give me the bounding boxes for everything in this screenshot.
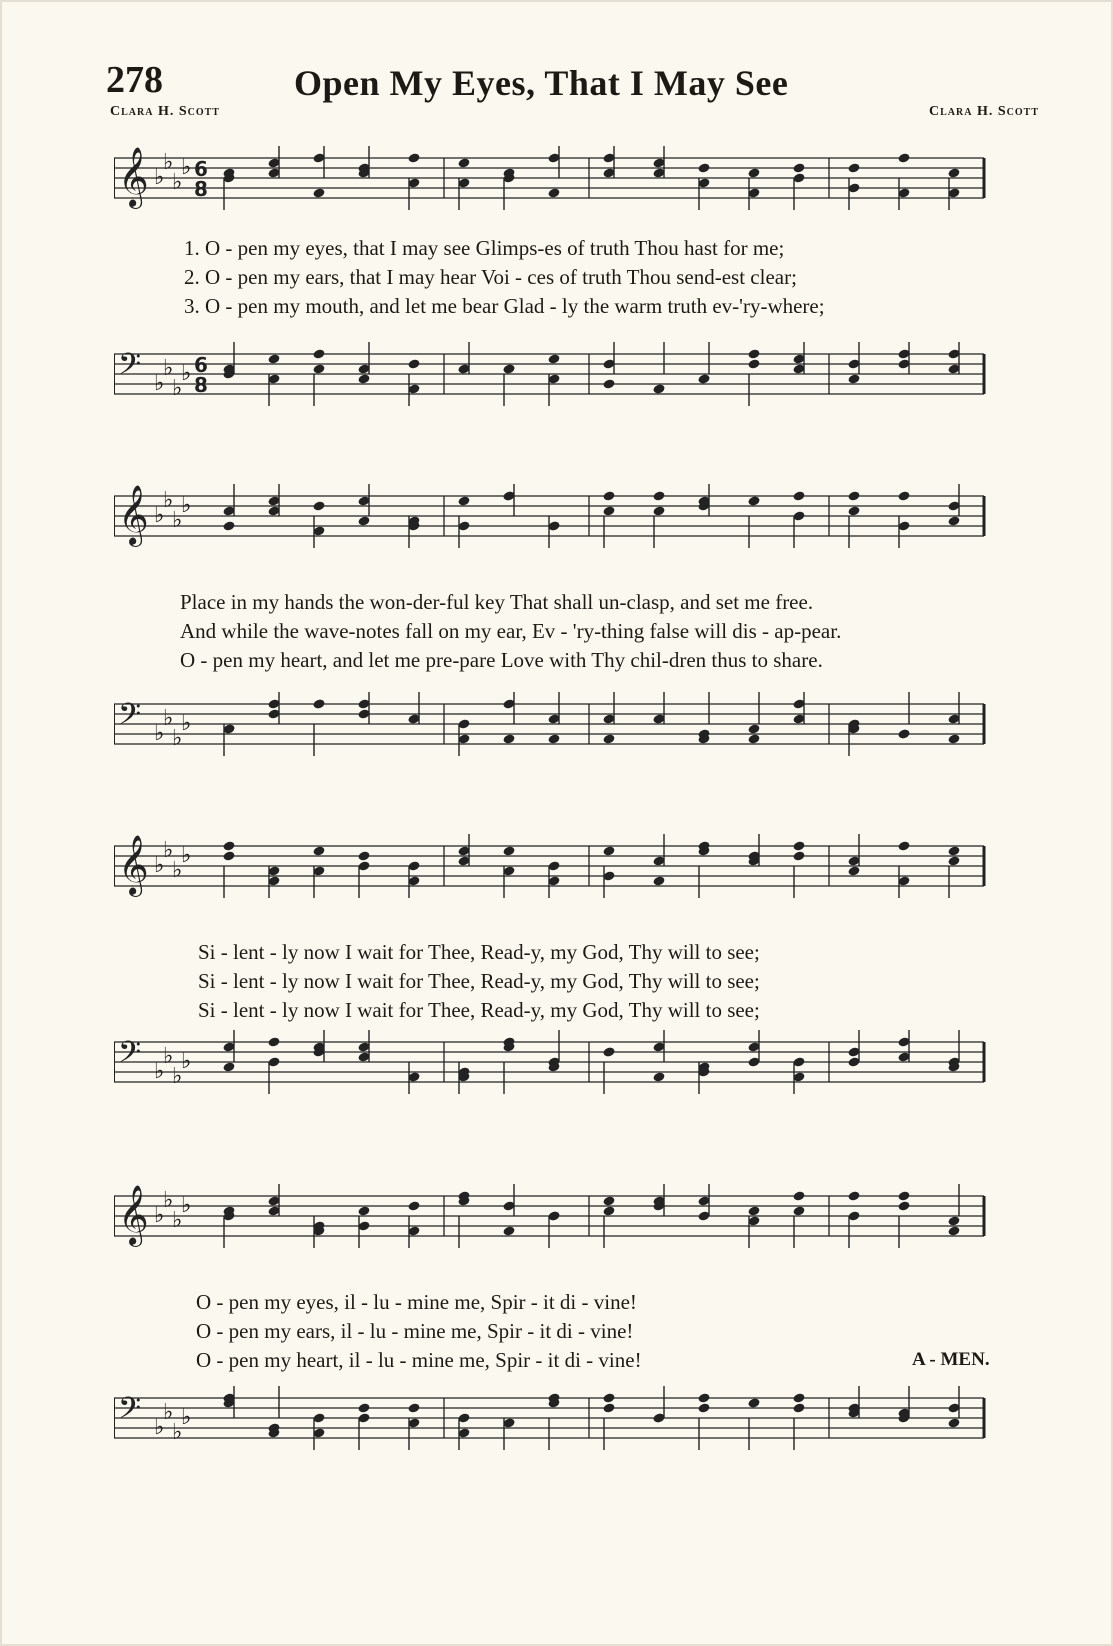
- note-head: [602, 1205, 615, 1216]
- music-system-2: [114, 468, 1034, 768]
- flat-sign-icon: ♭: [172, 1208, 183, 1233]
- note-head: [747, 733, 760, 744]
- lyrics-block-3: [114, 938, 1034, 1025]
- note-head: [457, 157, 470, 168]
- bass-staff: [114, 1014, 1034, 1124]
- flat-sign-icon: ♭: [172, 170, 183, 195]
- note-head: [792, 1190, 805, 1201]
- note-head: [502, 1225, 515, 1236]
- flat-sign-icon: ♭: [172, 1420, 183, 1445]
- note-head: [792, 490, 805, 501]
- note-head: [697, 162, 710, 173]
- note-head: [502, 733, 515, 744]
- lyric-verse-1: 1. O - pen my eyes, that I may see Glimps-es of truth Thou hast for me;: [184, 236, 785, 260]
- hymn-number: 278: [106, 59, 163, 101]
- note-head: [652, 1071, 665, 1082]
- note-head: [502, 845, 515, 856]
- flat-sign-icon: ♭: [172, 1064, 183, 1089]
- note-head: [747, 167, 760, 178]
- note-head: [947, 515, 960, 526]
- lyric-verse-3: O - pen my heart, and let me pre-pare Love with Thy chil-dren thus to share.: [180, 648, 823, 672]
- note-head: [897, 490, 910, 501]
- note-head: [847, 490, 860, 501]
- note-head: [602, 1046, 615, 1057]
- note-head: [222, 840, 235, 851]
- bass-clef-icon: 𝄢: [118, 698, 142, 739]
- treble-clef-icon: 𝄞: [118, 485, 149, 545]
- flat-sign-icon: ♭: [163, 1044, 174, 1069]
- note-head: [652, 490, 665, 501]
- note-head: [847, 865, 860, 876]
- note-head: [357, 850, 370, 861]
- note-head: [267, 353, 280, 364]
- amen-text: A - MEN.: [912, 1349, 990, 1370]
- lyric-verse-1: O - pen my eyes, il - lu - mine me, Spir - it di - vine!: [196, 1290, 637, 1314]
- note-head: [947, 845, 960, 856]
- time-signature-bottom: 8: [194, 373, 208, 397]
- note-head: [652, 383, 665, 394]
- flat-sign-icon: ♭: [154, 165, 165, 190]
- note-head: [747, 1397, 760, 1408]
- note-head: [312, 348, 325, 359]
- bass-staff: [114, 1370, 1034, 1480]
- note-head: [847, 162, 860, 173]
- flat-sign-icon: ♭: [163, 838, 174, 863]
- flat-sign-icon: ♭: [181, 361, 192, 386]
- flat-sign-icon: ♭: [163, 488, 174, 513]
- flat-sign-icon: ♭: [163, 1400, 174, 1425]
- flat-sign-icon: ♭: [154, 721, 165, 746]
- note-head: [407, 1402, 420, 1413]
- lyric-verse-2: And while the wave-notes fall on my ear, Ev - 'ry-thing false will dis - ap-pear.: [180, 619, 842, 643]
- note-head: [947, 1417, 960, 1428]
- bass-clef-icon: 𝄢: [118, 348, 142, 389]
- note-head: [547, 187, 560, 198]
- note-head: [792, 162, 805, 173]
- note-head: [947, 167, 960, 178]
- note-head: [697, 1402, 710, 1413]
- time-signature-top: 6: [194, 353, 208, 377]
- bass-clef-icon: 𝄢: [118, 1392, 142, 1433]
- note-head: [747, 358, 760, 369]
- note-head: [652, 505, 665, 516]
- flat-sign-icon: ♭: [154, 371, 165, 396]
- flat-sign-icon: ♭: [181, 1405, 192, 1430]
- treble-staff: [114, 818, 1034, 928]
- flat-sign-icon: ♭: [181, 1049, 192, 1074]
- note-head: [407, 152, 420, 163]
- lyric-verse-2: O - pen my ears, il - lu - mine me, Spir - it di - vine!: [196, 1319, 634, 1343]
- note-head: [602, 490, 615, 501]
- note-head: [547, 353, 560, 364]
- note-head: [222, 520, 235, 531]
- flat-sign-icon: ♭: [154, 503, 165, 528]
- lyric-verse-3: Si - lent - ly now I wait for Thee, Read-y, my God, Thy will to see;: [198, 998, 760, 1022]
- note-head: [602, 1195, 615, 1206]
- note-head: [792, 1402, 805, 1413]
- lyrics-block-4: [114, 1288, 1034, 1375]
- note-head: [357, 1205, 370, 1216]
- note-head: [652, 875, 665, 886]
- flat-sign-icon: ♭: [181, 1193, 192, 1218]
- flat-sign-icon: ♭: [172, 508, 183, 533]
- note-head: [747, 495, 760, 506]
- lyrics-block-1: [114, 234, 1034, 321]
- flat-sign-icon: ♭: [181, 711, 192, 736]
- note-head: [357, 1402, 370, 1413]
- treble-staff: [114, 468, 1034, 578]
- note-head: [407, 1200, 420, 1211]
- note-head: [792, 1205, 805, 1216]
- lyrics-block-2: [114, 588, 1034, 675]
- bass-staff: [114, 676, 1034, 786]
- note-head: [312, 363, 325, 374]
- note-head: [747, 1205, 760, 1216]
- music-credit: Clara H. Scott: [929, 104, 1039, 119]
- note-head: [312, 698, 325, 709]
- note-head: [602, 378, 615, 389]
- flat-sign-icon: ♭: [163, 356, 174, 381]
- lyric-verse-3: 3. O - pen my mouth, and let me bear Glad - ly the warm truth ev-'ry-where;: [184, 294, 825, 318]
- flat-sign-icon: ♭: [163, 150, 174, 175]
- time-signature-top: 6: [194, 157, 208, 181]
- flat-sign-icon: ♭: [154, 1203, 165, 1228]
- note-head: [847, 373, 860, 384]
- flat-sign-icon: ♭: [154, 1059, 165, 1084]
- note-head: [847, 505, 860, 516]
- bass-staff: [114, 326, 1034, 436]
- lyric-verse-2: Si - lent - ly now I wait for Thee, Read-y, my God, Thy will to see;: [198, 969, 760, 993]
- music-system-3: [114, 818, 1034, 1118]
- lyric-verse-1: Si - lent - ly now I wait for Thee, Read-y, my God, Thy will to see;: [198, 940, 760, 964]
- flat-sign-icon: ♭: [172, 376, 183, 401]
- flat-sign-icon: ♭: [172, 726, 183, 751]
- note-head: [267, 1036, 280, 1047]
- note-head: [897, 840, 910, 851]
- note-head: [457, 495, 470, 506]
- note-head: [947, 855, 960, 866]
- note-head: [602, 845, 615, 856]
- treble-staff: [114, 130, 1034, 240]
- note-head: [602, 1402, 615, 1413]
- flat-sign-icon: ♭: [172, 858, 183, 883]
- note-head: [502, 363, 515, 374]
- hymn-title: Open My Eyes, That I May See: [294, 63, 789, 103]
- note-head: [947, 1225, 960, 1236]
- treble-staff: [114, 1168, 1034, 1278]
- note-head: [312, 187, 325, 198]
- note-head: [697, 373, 710, 384]
- note-head: [357, 373, 370, 384]
- note-head: [747, 723, 760, 734]
- treble-clef-icon: 𝄞: [118, 147, 149, 207]
- note-head: [222, 850, 235, 861]
- treble-clef-icon: 𝄞: [118, 835, 149, 895]
- flat-sign-icon: ♭: [181, 843, 192, 868]
- music-system-1: [114, 130, 1034, 430]
- note-head: [897, 1200, 910, 1211]
- note-head: [897, 152, 910, 163]
- note-head: [847, 1190, 860, 1201]
- note-head: [312, 845, 325, 856]
- lyric-verse-1: Place in my hands the won-der-ful key That shall un-clasp, and set me free.: [180, 590, 814, 614]
- note-head: [947, 1215, 960, 1226]
- flat-sign-icon: ♭: [163, 1188, 174, 1213]
- note-head: [602, 733, 615, 744]
- note-head: [547, 733, 560, 744]
- flat-sign-icon: ♭: [163, 706, 174, 731]
- note-head: [792, 840, 805, 851]
- note-head: [947, 733, 960, 744]
- note-head: [897, 728, 910, 739]
- flat-sign-icon: ♭: [154, 1415, 165, 1440]
- flat-sign-icon: ♭: [181, 493, 192, 518]
- note-head: [407, 358, 420, 369]
- treble-clef-icon: 𝄞: [118, 1185, 149, 1245]
- time-signature-bottom: 8: [194, 177, 208, 201]
- note-head: [747, 348, 760, 359]
- note-head: [602, 505, 615, 516]
- note-head: [792, 1392, 805, 1403]
- words-credit: Clara H. Scott: [110, 104, 220, 119]
- note-head: [312, 500, 325, 511]
- note-head: [222, 1061, 235, 1072]
- note-head: [897, 1190, 910, 1201]
- lyric-verse-3: O - pen my heart, il - lu - mine me, Spir - it di - vine!: [196, 1348, 642, 1372]
- music-system-4: [114, 1168, 1034, 1468]
- note-head: [602, 1392, 615, 1403]
- bass-clef-icon: 𝄢: [118, 1036, 142, 1077]
- flat-sign-icon: ♭: [181, 155, 192, 180]
- note-head: [357, 515, 370, 526]
- lyric-verse-2: 2. O - pen my ears, that I may hear Voi - ces of truth Thou send-est clear;: [184, 265, 797, 289]
- note-head: [697, 1392, 710, 1403]
- note-head: [792, 850, 805, 861]
- flat-sign-icon: ♭: [154, 853, 165, 878]
